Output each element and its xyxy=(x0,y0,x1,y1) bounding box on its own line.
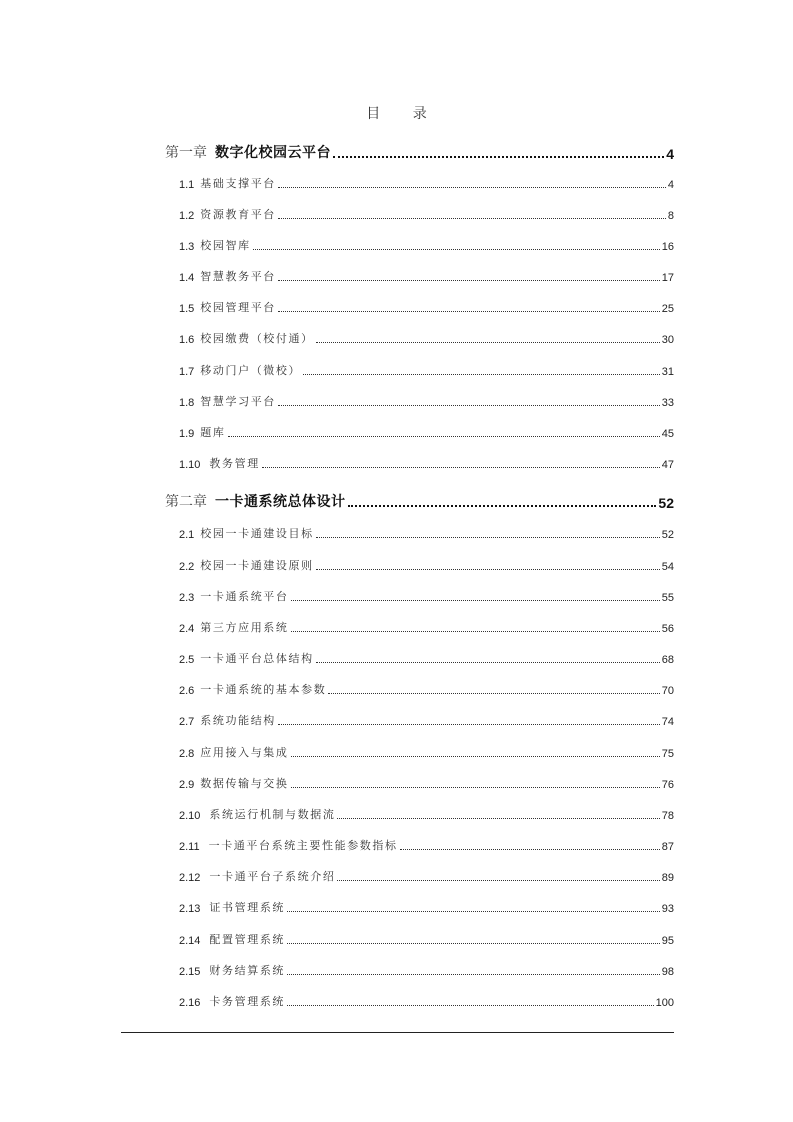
section-number: 2.6 xyxy=(179,685,195,697)
section-number: 1.1 xyxy=(179,179,195,191)
page-number: 52 xyxy=(661,529,674,541)
toc-entry-2-6[interactable] xyxy=(179,681,674,697)
page-number: 52 xyxy=(658,495,674,511)
page-number: 87 xyxy=(661,841,674,853)
page-number: 75 xyxy=(661,748,674,760)
toc-entry-2-13[interactable] xyxy=(179,899,674,915)
section-title: 智慧学习平台 xyxy=(200,395,276,408)
toc-entry-1-8[interactable] xyxy=(179,393,674,409)
toc-entry-2-11[interactable] xyxy=(179,837,674,853)
page-number: 98 xyxy=(661,966,674,978)
dot-leader xyxy=(328,692,659,694)
page-number: 74 xyxy=(661,716,674,728)
dot-leader xyxy=(278,404,660,406)
toc-entry-1-7[interactable] xyxy=(179,362,674,378)
section-title: 校园一卡通建设原则 xyxy=(200,559,314,572)
dot-leader xyxy=(316,661,660,663)
toc-entry-1-5[interactable] xyxy=(179,299,674,315)
toc-entry-2-7[interactable] xyxy=(179,712,674,728)
section-number: 1.10 xyxy=(179,459,201,471)
toc-entry-2-14[interactable] xyxy=(179,931,674,947)
toc-entry-2-3[interactable] xyxy=(179,588,674,604)
dot-leader xyxy=(316,341,660,343)
section-title: 题库 xyxy=(200,426,226,439)
dot-leader xyxy=(348,504,657,507)
toc-entry-1-2[interactable] xyxy=(179,206,674,222)
section-number: 2.7 xyxy=(179,716,195,728)
dot-leader xyxy=(303,373,660,375)
section-title: 应用接入与集成 xyxy=(200,746,289,759)
chapter-label: 第一章 xyxy=(165,145,207,161)
page-number: 93 xyxy=(661,903,674,915)
toc-entry-2-15[interactable] xyxy=(179,962,674,978)
dot-leader xyxy=(291,755,660,757)
dot-leader xyxy=(291,786,660,788)
toc-entry-2-4[interactable] xyxy=(179,619,674,635)
section-title: 一卡通系统平台 xyxy=(200,590,289,603)
chapter-title: 数字化校园云平台 xyxy=(215,145,331,161)
page-number: 89 xyxy=(661,872,674,884)
section-number: 1.5 xyxy=(179,303,195,315)
page-number: 47 xyxy=(661,459,674,471)
page-number: 78 xyxy=(661,810,674,822)
dot-leader xyxy=(278,723,660,725)
dot-leader xyxy=(291,599,660,601)
toc-entry-1-10[interactable] xyxy=(179,455,674,471)
toc-entry-2-16[interactable] xyxy=(179,993,674,1009)
section-title: 证书管理系统 xyxy=(209,901,286,914)
section-number: 1.4 xyxy=(179,272,195,284)
toc-entry-2-10[interactable] xyxy=(179,806,674,822)
toc-entry-1-6[interactable] xyxy=(179,330,674,346)
toc-title: 目 录 xyxy=(366,106,441,122)
dot-leader xyxy=(400,848,660,850)
section-number: 2.2 xyxy=(179,561,195,573)
section-number: 1.2 xyxy=(179,210,195,222)
toc-entry-2-2[interactable] xyxy=(179,557,674,573)
dot-leader xyxy=(287,1004,654,1006)
section-title: 数据传输与交换 xyxy=(200,777,289,790)
toc-entry-1-1[interactable] xyxy=(179,175,674,191)
dot-leader xyxy=(228,435,660,437)
toc-entry-2-12[interactable] xyxy=(179,868,674,884)
page-number: 45 xyxy=(661,428,674,440)
section-title: 配置管理系统 xyxy=(209,933,286,946)
section-number: 2.16 xyxy=(179,997,201,1009)
page-number: 4 xyxy=(667,179,674,191)
section-title: 校园缴费（校付通） xyxy=(200,332,314,345)
dot-leader xyxy=(337,879,659,881)
section-title: 校园一卡通建设目标 xyxy=(200,527,314,540)
page-number: 30 xyxy=(661,334,674,346)
section-number: 1.6 xyxy=(179,334,195,346)
section-number: 2.10 xyxy=(179,810,201,822)
section-number: 1.9 xyxy=(179,428,195,440)
section-number: 2.11 xyxy=(179,841,200,853)
dot-leader xyxy=(253,248,660,250)
dot-leader xyxy=(316,568,660,570)
chapter-label: 第二章 xyxy=(165,494,207,510)
section-title: 一卡通平台系统主要性能参数指标 xyxy=(208,839,398,852)
section-number: 2.9 xyxy=(179,779,195,791)
section-title: 校园智库 xyxy=(200,239,251,252)
dot-leader xyxy=(333,155,664,158)
toc-entry-1-3[interactable] xyxy=(179,237,674,253)
footer-divider xyxy=(121,1032,674,1033)
dot-leader xyxy=(278,186,666,188)
dot-leader xyxy=(337,817,659,819)
toc-entry-2-9[interactable] xyxy=(179,775,674,791)
section-number: 2.13 xyxy=(179,903,201,915)
page-number: 33 xyxy=(661,397,674,409)
page-number: 76 xyxy=(661,779,674,791)
dot-leader xyxy=(278,217,666,219)
toc-chapter-1[interactable] xyxy=(165,142,674,162)
toc-entry-2-1[interactable] xyxy=(179,525,674,541)
section-title: 智慧教务平台 xyxy=(200,270,276,283)
section-title: 资源教育平台 xyxy=(200,208,276,221)
toc-chapter-2[interactable] xyxy=(165,491,674,511)
dot-leader xyxy=(287,910,660,912)
chapter-title: 一卡通系统总体设计 xyxy=(215,494,346,510)
section-number: 1.7 xyxy=(179,366,195,378)
page-number: 55 xyxy=(661,592,674,604)
page-number: 16 xyxy=(661,241,674,253)
section-title: 移动门户（微校） xyxy=(200,364,302,377)
page-number: 17 xyxy=(661,272,674,284)
page-number: 56 xyxy=(661,623,674,635)
section-number: 2.3 xyxy=(179,592,195,604)
section-title: 财务结算系统 xyxy=(209,964,286,977)
toc-entry-1-9[interactable] xyxy=(179,424,674,440)
page-number: 70 xyxy=(661,685,674,697)
section-title: 一卡通系统的基本参数 xyxy=(200,683,327,696)
page-number: 4 xyxy=(666,146,674,162)
page-number: 95 xyxy=(661,935,674,947)
section-number: 2.4 xyxy=(179,623,195,635)
dot-leader xyxy=(278,310,660,312)
dot-leader xyxy=(291,630,660,632)
dot-leader xyxy=(262,466,660,468)
section-number: 2.1 xyxy=(179,529,195,541)
section-number: 1.8 xyxy=(179,397,195,409)
section-title: 教务管理 xyxy=(209,457,260,470)
section-title: 一卡通平台总体结构 xyxy=(200,652,314,665)
section-title: 校园管理平台 xyxy=(200,301,276,314)
dot-leader xyxy=(287,973,660,975)
toc-entry-2-5[interactable] xyxy=(179,650,674,666)
section-title: 一卡通平台子系统介绍 xyxy=(209,870,336,883)
page-number: 68 xyxy=(661,654,674,666)
section-number: 2.5 xyxy=(179,654,195,666)
page-number: 100 xyxy=(655,997,674,1009)
section-number: 2.14 xyxy=(179,935,201,947)
dot-leader xyxy=(278,279,660,281)
section-number: 2.15 xyxy=(179,966,201,978)
section-title: 系统运行机制与数据流 xyxy=(209,808,336,821)
section-title: 系统功能结构 xyxy=(200,714,276,727)
section-number: 2.12 xyxy=(179,872,201,884)
dot-leader xyxy=(316,536,660,538)
section-number: 1.3 xyxy=(179,241,195,253)
page-number: 54 xyxy=(661,561,674,573)
section-title: 基础支撑平台 xyxy=(200,177,276,190)
dot-leader xyxy=(287,942,660,944)
page-number: 8 xyxy=(667,210,674,222)
toc-entry-2-8[interactable] xyxy=(179,744,674,760)
page-number: 25 xyxy=(661,303,674,315)
section-number: 2.8 xyxy=(179,748,195,760)
page-number: 31 xyxy=(661,366,674,378)
section-title: 第三方应用系统 xyxy=(200,621,289,634)
toc-entry-1-4[interactable] xyxy=(179,268,674,284)
section-title: 卡务管理系统 xyxy=(209,995,286,1008)
